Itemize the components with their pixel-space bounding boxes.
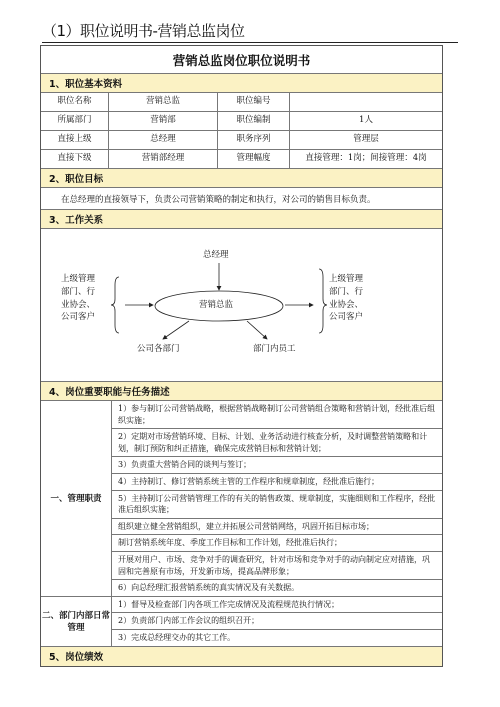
goal-text: 在总经理的直接领导下，负责公司营销策略的制定和执行，对公司的销售目标负责。 xyxy=(41,188,442,210)
relation-left: 上级管理 部门、行 业协会、 公司客户 xyxy=(61,274,96,323)
relations-diagram xyxy=(41,229,442,382)
info-label: 所属部门 xyxy=(41,112,109,130)
section-goal: 2、职位目标 xyxy=(41,169,442,188)
relation-bottom-left: 公司各部门 xyxy=(137,344,180,354)
duty-item: 3）完成总经理交办的其它工作。 xyxy=(118,632,236,642)
doc-title: 营销总监岗位职位说明书 xyxy=(41,46,442,74)
duty-block-management xyxy=(41,401,442,597)
info-label: 直接下级 xyxy=(41,150,109,168)
duty-block-department xyxy=(41,597,442,647)
info-row xyxy=(41,150,442,169)
duty-item: 2）负责部门内部工作会议的组织召开； xyxy=(112,613,442,630)
info-value: 营销总监 xyxy=(109,93,218,111)
right-brace xyxy=(319,269,327,333)
arrow-bottom-left xyxy=(163,321,189,339)
duty-item: 1）参与制订公司营销战略，根据营销战略制订公司营销组合策略和营销计划，经批准后组织实施； xyxy=(112,401,442,429)
duty-item: 3）负责重大营销合同的谈判与签订； xyxy=(112,457,442,474)
duty-item: 制订营销系统年度、季度工作目标和工作计划，经批准后执行； xyxy=(112,535,442,552)
info-row xyxy=(41,93,442,112)
info-label: 管理幅度 xyxy=(218,150,290,168)
info-value: 营销部经理 xyxy=(109,150,218,168)
info-label: 职位编号 xyxy=(218,93,290,111)
duty-item: 1）督导及检查部门内各项工作完成情况及流程规范执行情况； xyxy=(112,597,442,614)
duty-category: 一、管理职责 xyxy=(41,401,112,596)
info-value: 直接管理：1岗；间接管理：4岗 xyxy=(305,153,427,164)
info-value: 总经理 xyxy=(109,131,218,149)
info-value: 管理层 xyxy=(353,134,379,145)
info-label: 直接上级 xyxy=(41,131,109,149)
heading-rule xyxy=(42,42,458,43)
duty-item: 4）主持制订、修订营销系统主管的工作程序和规章制度，经批准后施行； xyxy=(112,474,442,491)
duty-item: 2）定期对市场营销环境、目标、计划、业务活动进行核查分析，及时调整营销策略和计划，制订预防和纠正措施，确保完成营销目标和营销计划； xyxy=(112,429,442,457)
duty-item: 5）主持制订公司营销管理工作的有关的销售政策、规章制度，实施细则和工作程序，经批准后组织实施； xyxy=(112,491,442,519)
arrow-bottom-right xyxy=(247,321,267,339)
relation-bottom-right: 部门内员工 xyxy=(253,344,296,354)
left-brace xyxy=(111,277,119,333)
relation-center: 营销总监 xyxy=(199,300,234,310)
duty-category: 二、部门内部日常管理 xyxy=(41,597,112,646)
relations-diagram-lines xyxy=(41,229,442,382)
relation-right: 上级管理 部门、行 业协会、 公司客户 xyxy=(329,274,364,323)
info-value xyxy=(290,93,442,111)
info-value: 营销部 xyxy=(109,112,218,130)
info-label: 职位名称 xyxy=(41,93,109,111)
section-performance: 5、岗位绩效 xyxy=(41,647,442,666)
job-description-table xyxy=(40,45,443,667)
section-duties: 4、岗位重要职能与任务描述 xyxy=(41,382,442,401)
duty-item: 6）向总经理汇报营销系统的真实情况及有关数据。 xyxy=(118,583,300,593)
duty-item: 组织建立健全营销组织，建立并拓展公司营销网络，巩固开拓目标市场； xyxy=(112,519,442,536)
info-value: 1人 xyxy=(359,115,373,126)
info-row xyxy=(41,112,442,131)
section-basic-info: 1、职位基本资料 xyxy=(41,74,442,93)
page-heading: （1）职位说明书-营销总监岗位 xyxy=(42,22,245,40)
info-label: 职位编制 xyxy=(218,112,290,130)
relation-top: 总经理 xyxy=(203,250,229,260)
info-label: 职务序列 xyxy=(218,131,290,149)
section-relations: 3、工作关系 xyxy=(41,210,442,229)
info-row xyxy=(41,131,442,150)
duty-item: 开展对用户、市场、竞争对手的调查研究，针对市场和竞争对手的动向制定应对措施，巩固和完善原有市场，开发新市场，提高品牌形象； xyxy=(112,552,442,580)
